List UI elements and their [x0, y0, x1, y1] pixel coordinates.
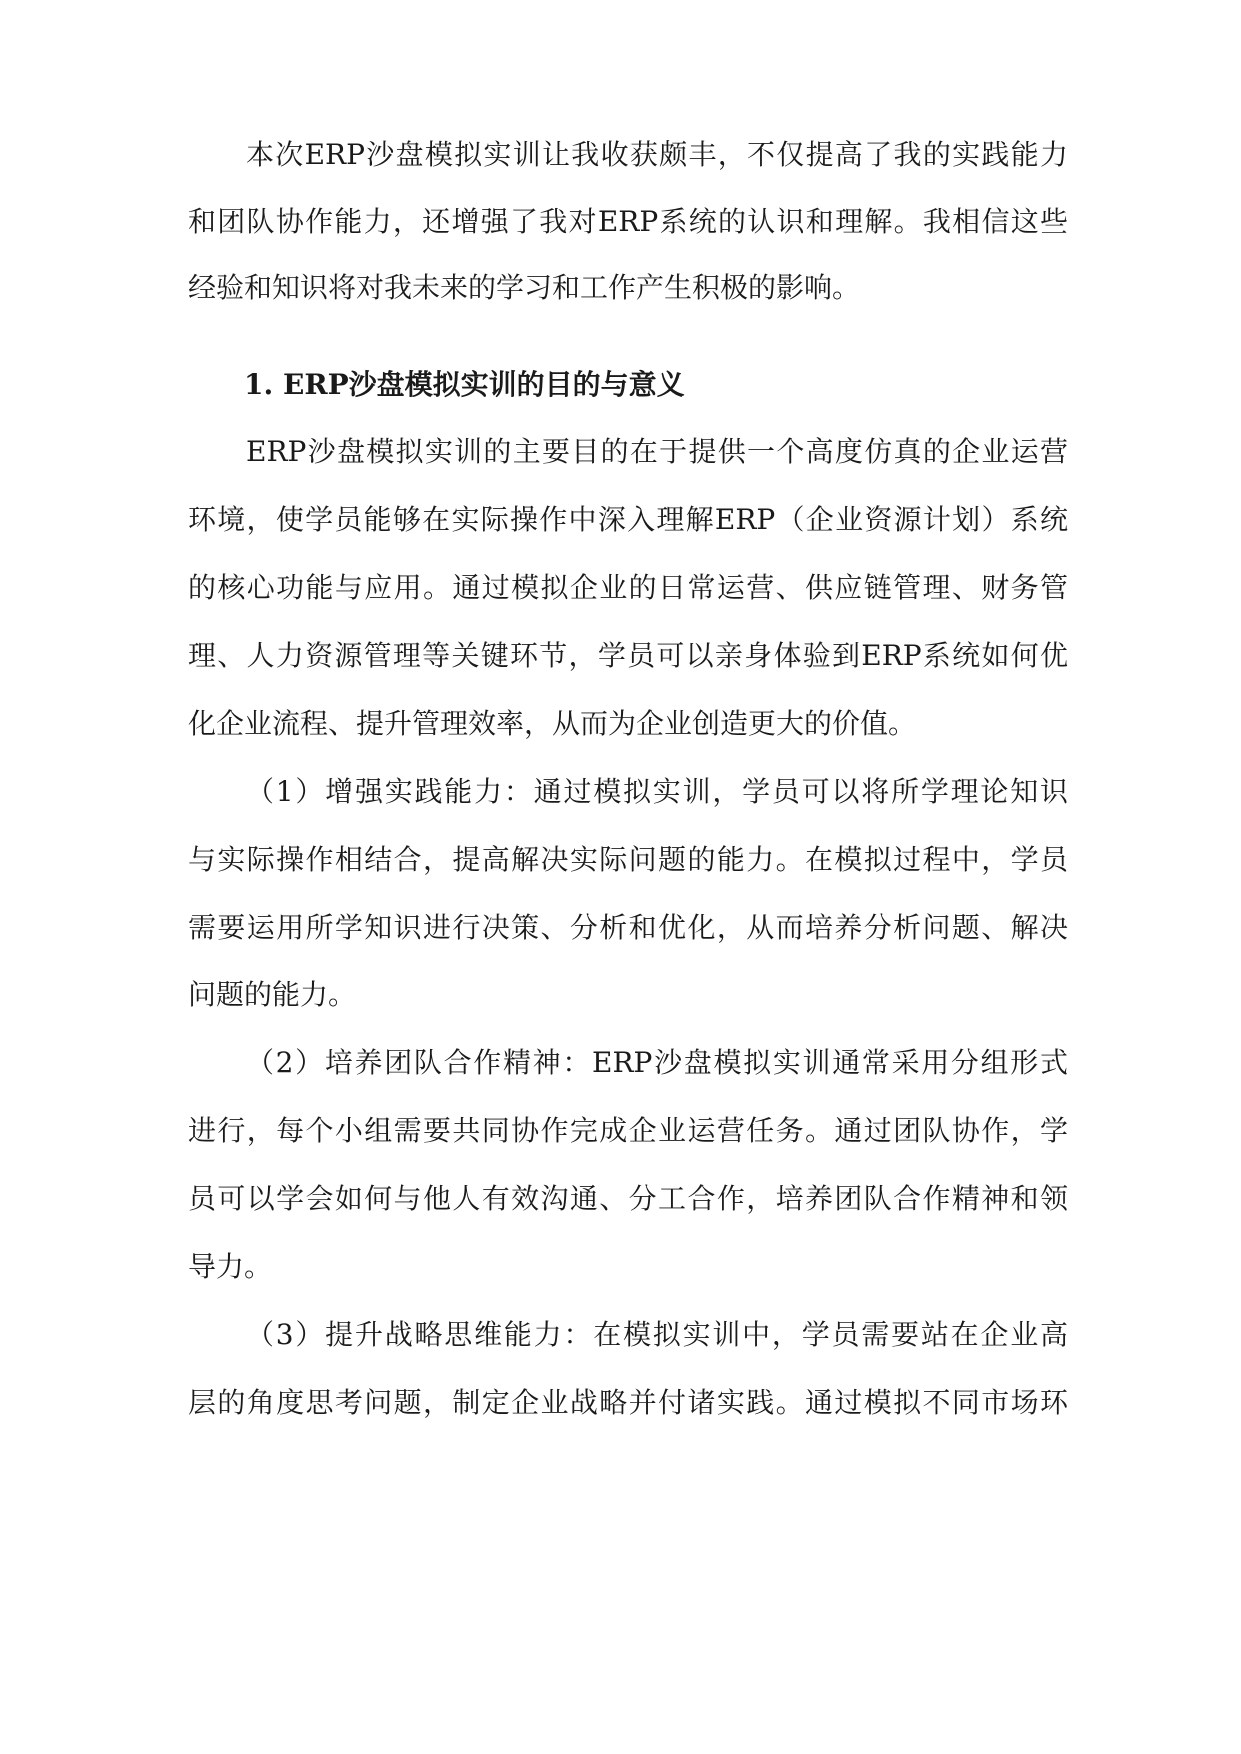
text-line: （2）培养团队合作精神：ERP沙盘模拟实训通常采用分组形式: [246, 1046, 1068, 1079]
text-line: （3）提升战略思维能力：在模拟实训中，学员需要站在企业高: [246, 1318, 1068, 1351]
text-line: 进行，每个小组需要共同协作完成企业运营任务。通过团队协作，学: [188, 1114, 1068, 1147]
section-heading: 1. ERP沙盘模拟实训的目的与意义: [244, 368, 685, 401]
text-line: 需要运用所学知识进行决策、分析和优化，从而培养分析问题、解决: [188, 911, 1068, 944]
text-line: 理、人力资源管理等关键环节，学员可以亲身体验到ERP系统如何优: [188, 639, 1068, 672]
text-line: ERP沙盘模拟实训的主要目的在于提供一个高度仿真的企业运营: [246, 435, 1068, 468]
text-line: 的核心功能与应用。通过模拟企业的日常运营、供应链管理、财务管: [188, 571, 1068, 604]
text-line: 经验和知识将对我未来的学习和工作产生积极的影响。: [188, 271, 861, 304]
text-line: 导力。: [188, 1250, 273, 1283]
text-line: 与实际操作相结合，提高解决实际问题的能力。在模拟过程中，学员: [188, 843, 1068, 876]
text-line: 环境，使学员能够在实际操作中深入理解ERP（企业资源计划）系统: [188, 503, 1068, 536]
text-line: 和团队协作能力，还增强了我对ERP系统的认识和理解。我相信这些: [188, 205, 1068, 238]
text-line: （1）增强实践能力：通过模拟实训，学员可以将所学理论知识: [246, 775, 1068, 808]
text-line: 员可以学会如何与他人有效沟通、分工合作，培养团队合作精神和领: [188, 1182, 1068, 1215]
text-line: 层的角度思考问题，制定企业战略并付诸实践。通过模拟不同市场环: [188, 1386, 1068, 1419]
text-line: 问题的能力。: [188, 978, 357, 1011]
text-line: 化企业流程、提升管理效率，从而为企业创造更大的价值。: [188, 707, 917, 740]
text-line: 本次ERP沙盘模拟实训让我收获颇丰，不仅提高了我的实践能力: [246, 138, 1068, 171]
